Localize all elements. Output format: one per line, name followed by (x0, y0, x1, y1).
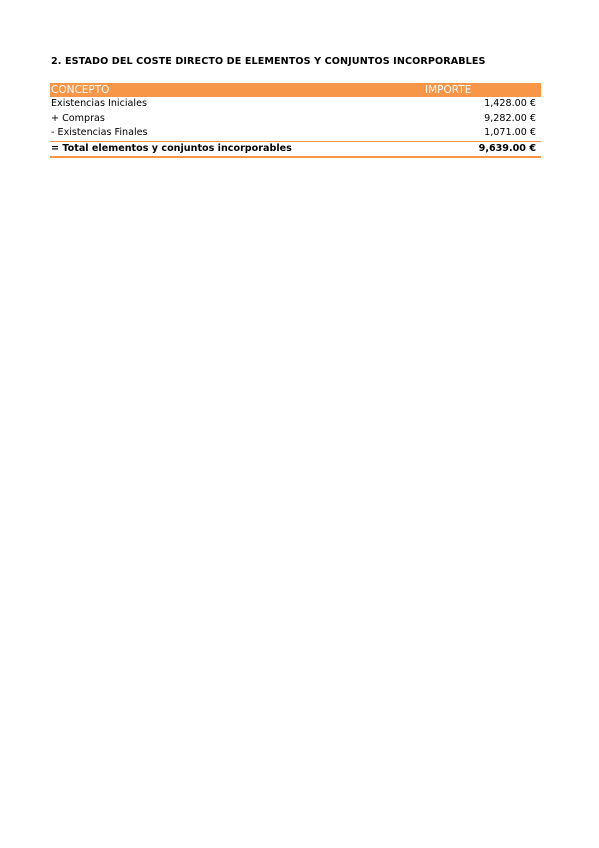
total-amount: 9,639.00 € (478, 142, 536, 154)
row-concept: Existencias Iniciales (51, 98, 147, 109)
table-row (50, 97, 541, 112)
total-row (50, 141, 541, 158)
row-concept: + Compras (51, 112, 105, 124)
row-amount: 1,071.00 € (484, 127, 536, 138)
table-row (50, 126, 541, 141)
cost-table (50, 83, 541, 158)
row-amount: 9,282.00 € (484, 112, 536, 124)
row-concept: - Existencias Finales (51, 127, 148, 138)
table-header-row (50, 83, 541, 97)
column-header-concept: CONCEPTO (51, 84, 110, 96)
table-row (50, 112, 541, 127)
column-header-amount: IMPORTE (425, 84, 472, 96)
row-amount: 1,428.00 € (484, 98, 536, 109)
section-title: 2. ESTADO DEL COSTE DIRECTO DE ELEMENTOS Y CONJUNTOS INCORPORABLES (51, 56, 486, 67)
total-concept: = Total elementos y conjuntos incorporables (51, 142, 292, 154)
